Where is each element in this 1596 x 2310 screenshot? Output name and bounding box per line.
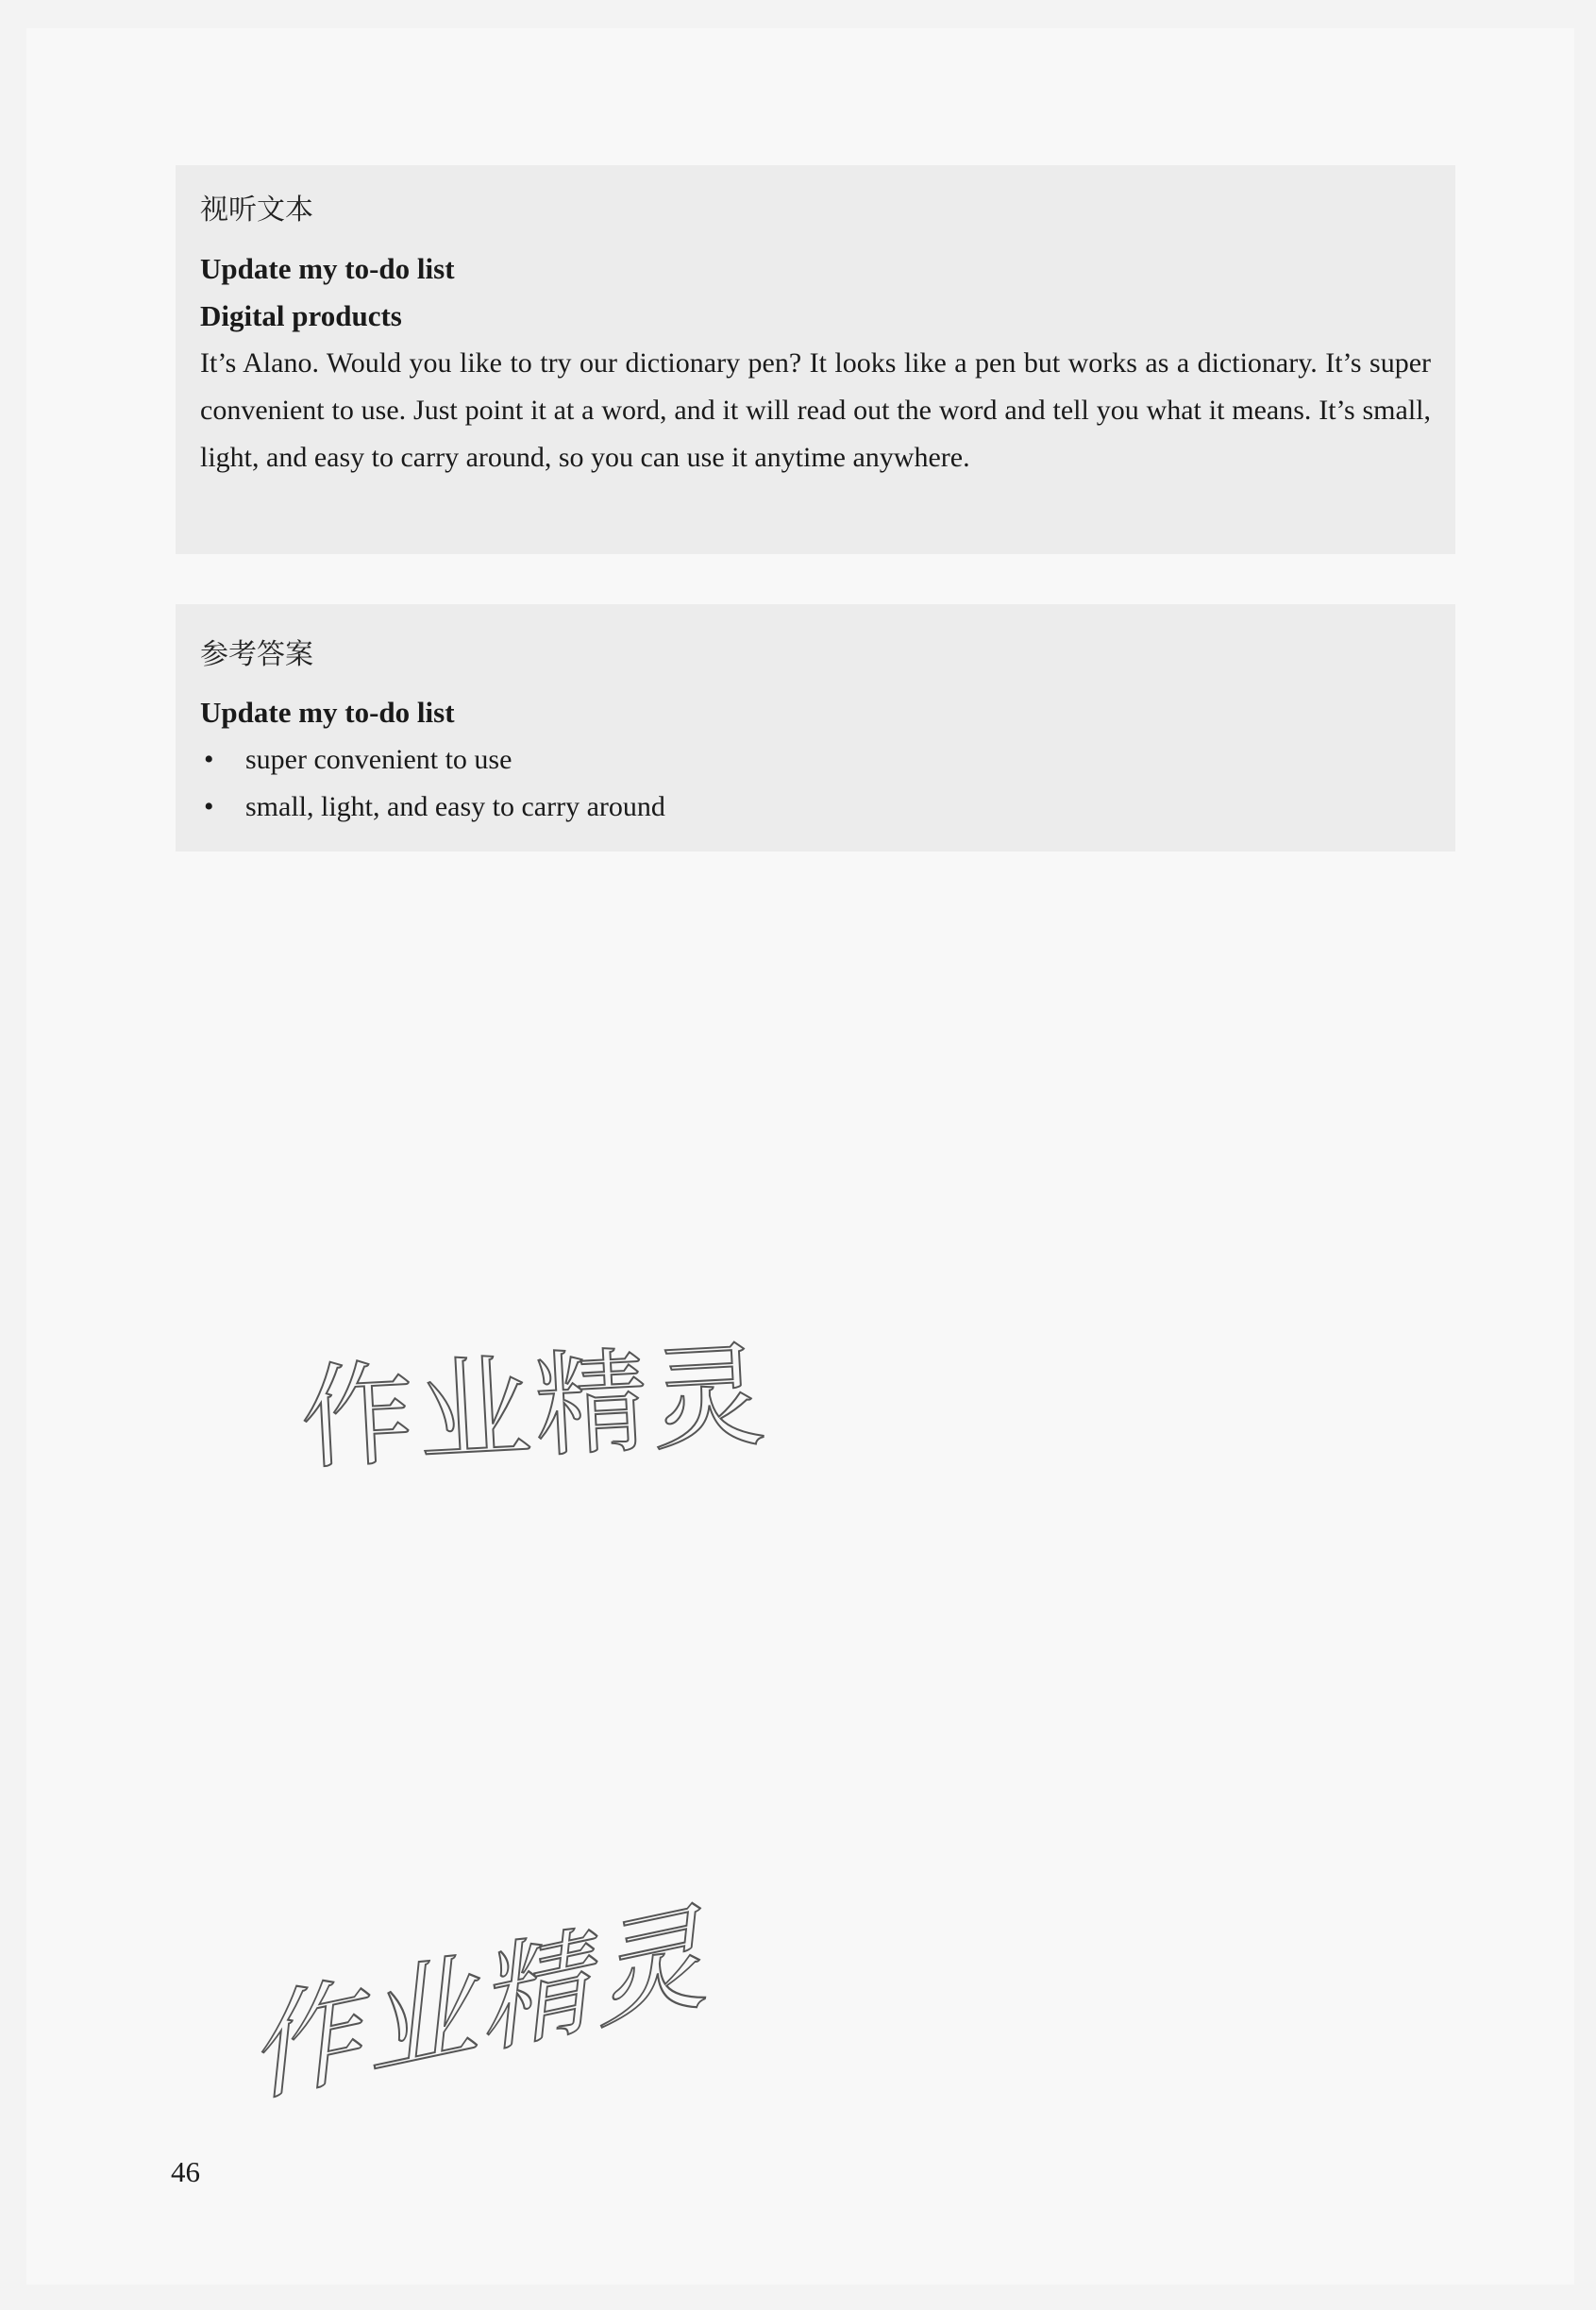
answer-item: • super convenient to use	[200, 736, 1431, 784]
transcript-heading-2: Digital products	[200, 299, 402, 332]
answers-list	[200, 736, 1431, 831]
answers-content	[200, 689, 1431, 831]
transcript-title: 视听文本	[200, 194, 313, 227]
bullet: •	[204, 744, 214, 775]
transcript-paragraph: It’s Alano. Would you like to try our dictionary pen? It looks like a pen but works as a dictionary. It’s super convenient to use. Just point it at a word, and it will read out the word and tell you what it means. It’s small, light, and easy to carry around, so you can use it anytime anywhere.	[200, 347, 1431, 473]
answers-title: 参考答案	[200, 638, 313, 671]
transcript-box	[176, 165, 1455, 554]
watermark-logo: 作业精灵	[297, 1330, 772, 1486]
page-number: 46	[171, 2155, 200, 2188]
answer-item: • small, light, and easy to carry around	[200, 784, 1431, 831]
bullet: •	[204, 791, 214, 822]
transcript-content	[200, 245, 1431, 481]
watermark-logo: 作业精灵	[251, 1885, 725, 2121]
answers-heading: Update my to-do list	[200, 696, 455, 729]
transcript-heading-1: Update my to-do list	[200, 252, 455, 285]
answers-box	[176, 604, 1455, 851]
